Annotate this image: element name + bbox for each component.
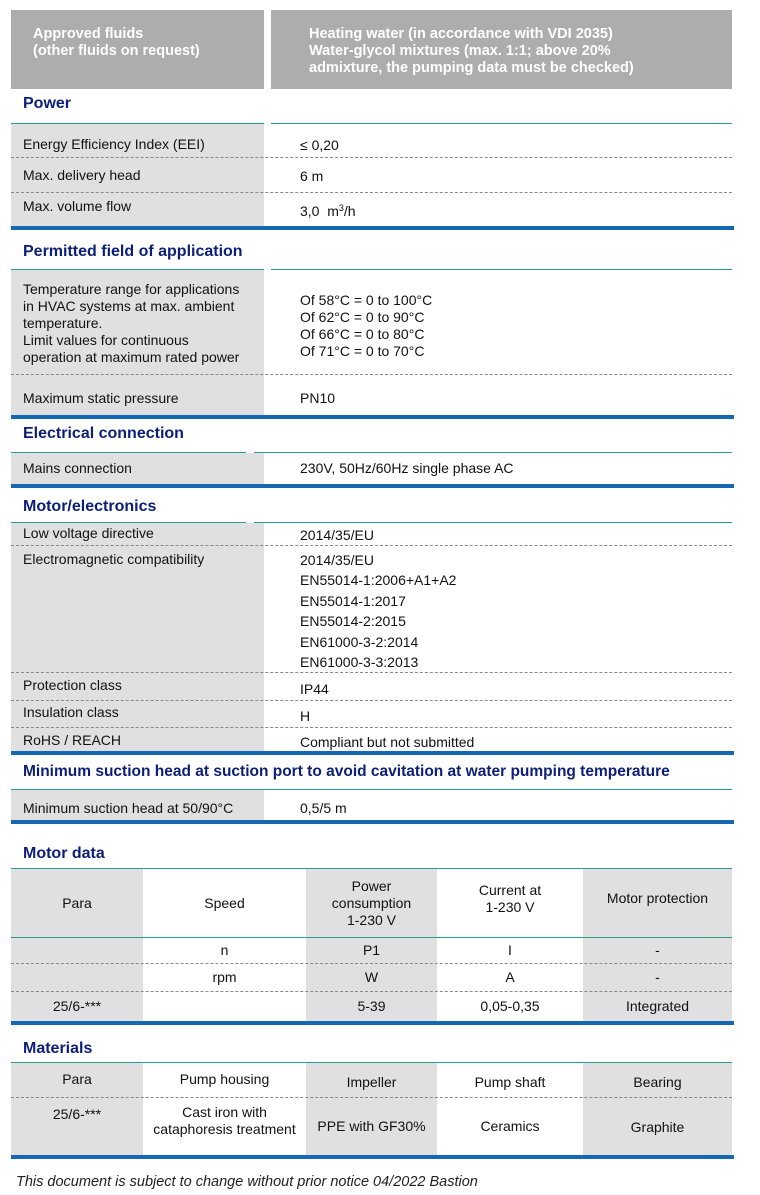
value-line: Of 58°C = 0 to 100°C [300,292,433,308]
cell [143,992,306,1021]
label-line: operation at maximum rated power [23,349,240,365]
value-line: EN61000-3-2:2014 [300,633,419,650]
row-value: 230V, 50Hz/60Hz single phase AC [300,460,514,476]
divider [254,452,732,453]
row-value: PN10 [300,390,336,406]
label-line: temperature. [23,315,103,331]
fluids-value-line: Heating water (in accordance with VDI 2035) [309,26,613,42]
header-text: Motor protection [606,889,709,906]
header-text: Para [62,894,92,911]
section-title-materials: Materials [23,1040,93,1057]
fluids-label-line: Approved fluids [33,26,144,42]
cell: 0,05-0,35 [480,998,540,1014]
label-line: in HVAC systems at max. ambient [23,298,235,314]
value-line: Of 62°C = 0 to 90°C [300,309,425,325]
cell: - [655,942,660,958]
cell: PPE with GF30% [317,1118,426,1134]
divider [271,269,732,270]
fluids-label-cell [11,10,264,89]
row-label: RoHS / REACH [23,732,122,748]
row-value: IP44 [300,681,329,697]
emc-values [300,550,456,672]
value-line: EN55014-1:2006+A1+A2 [300,572,457,589]
value-line: EN61000-3-3:2013 [300,654,419,671]
section-title-motor-data: Motor data [23,845,105,862]
value-line: 2014/35/EU [300,552,374,568]
cell-line: Cast iron with [182,1104,267,1120]
header-text: Power [351,877,392,894]
value-line: Of 66°C = 0 to 80°C [300,326,425,342]
row-divider [11,700,732,701]
cell: - [655,969,660,985]
row-label: Electromagnetic compatibility [23,551,205,567]
section-title-motor-electronics: Motor/electronics [23,498,157,515]
divider [271,123,732,124]
row-label: Max. volume flow [23,198,132,214]
label-line: Temperature range for applications [23,281,240,297]
table-row [11,992,732,1021]
header-cell: Impeller [346,1074,397,1090]
header-cell [143,869,306,937]
header-cell: Para [62,1071,92,1087]
fluids-value-cell [271,10,732,89]
cell: Ceramics [480,1118,540,1134]
row-divider [11,545,732,546]
header-cell: Pump housing [179,1071,270,1087]
row-divider [11,374,732,375]
cell: 5-39 [357,998,386,1014]
cell: 25/6-*** [52,1106,102,1122]
header-cell [583,869,732,927]
row-label: Insulation class [23,704,119,720]
row-value [300,200,356,220]
header-cell [437,869,583,929]
header-cell: Pump shaft [474,1074,546,1090]
value-line: EN55014-2:2015 [300,613,406,630]
cell [143,1104,306,1154]
section-end-rule [11,751,734,755]
row-value: 0,5/5 m [300,800,347,816]
row-value: 6 m [300,168,324,184]
section-end-rule [11,226,734,230]
cell: n [220,942,229,958]
temperature-range-values [300,292,432,360]
row-label: Mains connection [23,460,132,476]
header-cell: Bearing [633,1074,682,1090]
row-label: Energy Efficiency Index (EEI) [23,136,205,152]
section-end-rule [11,1155,734,1159]
table-row [11,938,732,963]
header-text: 1-230 V [485,899,535,915]
section-title-power: Power [23,95,72,112]
cell-line: cataphoresis treatment [153,1121,296,1137]
row-label: Minimum suction head at 50/90°C [23,800,234,816]
cell [11,938,143,963]
temperature-range-label [23,281,239,366]
row-divider [11,192,732,193]
value-text: 3,0 m [300,203,339,219]
section-end-rule [11,484,734,488]
value-sup: 3 [338,203,344,213]
section-title-suction: Minimum suction head at suction port to avoid cavitation at water pumping temperature [23,763,670,780]
section-end-rule [11,820,734,824]
row-divider [11,727,732,728]
cell: P1 [362,942,381,958]
fluids-value-line: Water-glycol mixtures (max. 1:1; above 20% [309,43,611,59]
section-title-application: Permitted field of application [23,243,243,260]
row-divider [11,672,732,673]
section-end-rule [11,415,734,419]
value-line: EN55014-1:2017 [300,592,406,609]
value-line: Of 71°C = 0 to 70°C [300,343,425,359]
cell: A [505,969,515,985]
header-cell [11,869,143,937]
header-text: 1-230 V [346,911,397,928]
cell: 25/6-*** [52,998,102,1014]
header-text: consumption [331,894,412,911]
header-text: Speed [204,894,245,911]
section-title-electrical: Electrical connection [23,425,184,442]
row-value: H [300,708,311,724]
row-label: Maximum static pressure [23,390,179,406]
row-divider [11,157,732,158]
footer-note: This document is subject to change without prior notice 04/2022 Bastion [16,1174,478,1190]
fluids-label-line: (other fluids on request) [33,43,200,59]
row-value: Compliant but not submitted [300,734,475,750]
cell: W [364,969,379,985]
cell: rpm [212,969,237,985]
cell: Integrated [625,998,690,1014]
row-label: Max. delivery head [23,167,141,183]
section-end-rule [11,1021,734,1025]
cell: Graphite [630,1119,685,1135]
cell: I [508,942,512,958]
row-label: Protection class [23,677,122,693]
fluids-value-line: admixture, the pumping data must be checked) [309,60,634,76]
row-value: 2014/35/EU [300,527,374,543]
table-row [11,964,732,991]
row-value: ≤ 0,20 [300,137,339,153]
value-suffix: /h [343,203,356,219]
cell [11,964,143,991]
header-cell [306,869,437,937]
header-text: Current at [478,882,542,898]
row-label: Low voltage directive [23,525,154,541]
label-line: Limit values for continuous [23,332,189,348]
divider [254,522,732,523]
